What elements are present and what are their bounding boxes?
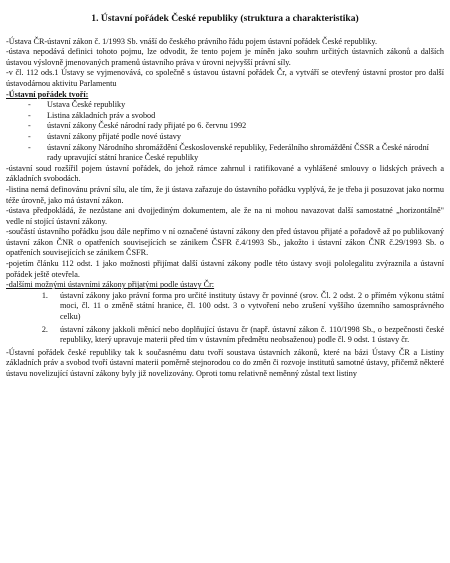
list-item: 1. ústavní zákony jako právní forma pro určité instituty ústavy čr povinné (srov. Čl. 2 odst. 2 o přímém výkonu státní moci, čl. 11 o změně státní hranice, čl. 100 odst. 3 o vytvoření nebo zrušení vyššího územního samosprávného celku): [50, 291, 444, 323]
document-page: [6, 14, 444, 380]
document-title: 1. Ústavní pořádek České republiky (struktura a charakteristika): [91, 13, 359, 24]
paragraph: -ústavní soud rozšířil pojem ústavní pořádek, do jehož rámce zahrnul i ratifikované a vyhlášené smlouvy o lidských právech a základních svobodách.: [6, 163, 444, 184]
paragraph: -součástí ústavního pořádku jsou dále nepřímo v ní označené ústavní zákony den před ústavou přijaté a pořadově až po publikovaný ústavní zákon ČNR o opatřeních souvisejících se zánikem ČSFR č.4/1993 Sb., jakožto i ústavní zákon ČNR č.29/1993 Sb. o opatřeních souvisejících se zánikem ČSFR.: [6, 227, 444, 258]
list-item: 2. ústavní zákony jakkoli měnící nebo doplňující ústavu čr (např. ústavní zákon č. 110/1998 Sb., o bezpečnosti české republiky, který upravuje materii před tím v ústavním předmětu neobsaženou) podle čl. 9 odst. 1 ústavy čr.: [50, 325, 444, 346]
paragraph: -pojetím článku 112 odst. 1 jako možnosti přijímat další ústavní zákony podle této ústavy svoji pololegalitu zvýraznila a ústavní pořádek ještě otevřela.: [6, 259, 444, 279]
list-item: - Listina základních práv a svobod: [28, 111, 444, 122]
paragraph: -Ústava ČR-ústavní zákon č. 1/1993 Sb. vnáší do českého právního řádu pojem ústavní pořádek České republiky.: [6, 36, 378, 46]
list-item: - ústavní zákony Národního shromáždění Československé republiky, Federálního shromáždění ČSSR a České národní rady upravující státní hranice České republiky: [28, 143, 444, 164]
further-list: [6, 291, 444, 346]
section-heading-further: -dalšími možnými ústavními zákony přijatými podle ústavy Čr:: [6, 280, 215, 290]
paragraph: -ústava předpokládá, že nezůstane ani dvojjediným dokumentem, ale že na ni mohou navazovat další samostatné „horizontálně" vedle ní stojící ústavní zákony.: [6, 206, 444, 226]
section-heading-creators: -Ústavní pořádek tvoří:: [6, 89, 89, 99]
paragraph: -Ústavní pořádek české republiky tak k současnému datu tvoří soustava ústavních zákonů, které na bázi Ústavy ČR a Listiny základních práv a svobod tvoří ústavní materii poměrně stejnorodou co do změn či rozvoje institutů samotné ústavy, přičemž některé ústavu novelizující ústavní zákony byly již novelizovány. Oproti tomu relativně neměnný zůstal text listiny: [6, 347, 444, 378]
creators-list: [6, 100, 444, 164]
list-item: - ústavní zákony České národní rady přijaté po 6. červnu 1992: [28, 121, 444, 132]
paragraph: -v čl. 112 ods.1 Ústavy se vyjmenovává, co společně s ústavou ústavní pořádek Čr, a vytváří se otevřený ústavní prostor pro další ústavodárnou aktivitu Parlamentu: [6, 68, 444, 88]
paragraph: -listina nemá definovánu právní sílu, ale tím, že ji ústava zařazuje do ústavního pořádku vyplývá, že je třeba ji posuzovat jako normu téže úrovně, jako má ústavní zákon.: [6, 184, 444, 205]
paragraph: -ústava nepodává definici tohoto pojmu, lze odvodit, že tento pojem je míněn jako souhrn určitých ústavních zákonů a dalších ústavou výslovně jmenovaných pramenů ústavního práva v úrovni nejvyšší právní síly.: [6, 47, 444, 67]
list-item: - ústavní zákony přijaté podle nové ústavy: [28, 132, 444, 143]
list-item: - Ustava České republiky: [28, 100, 444, 111]
